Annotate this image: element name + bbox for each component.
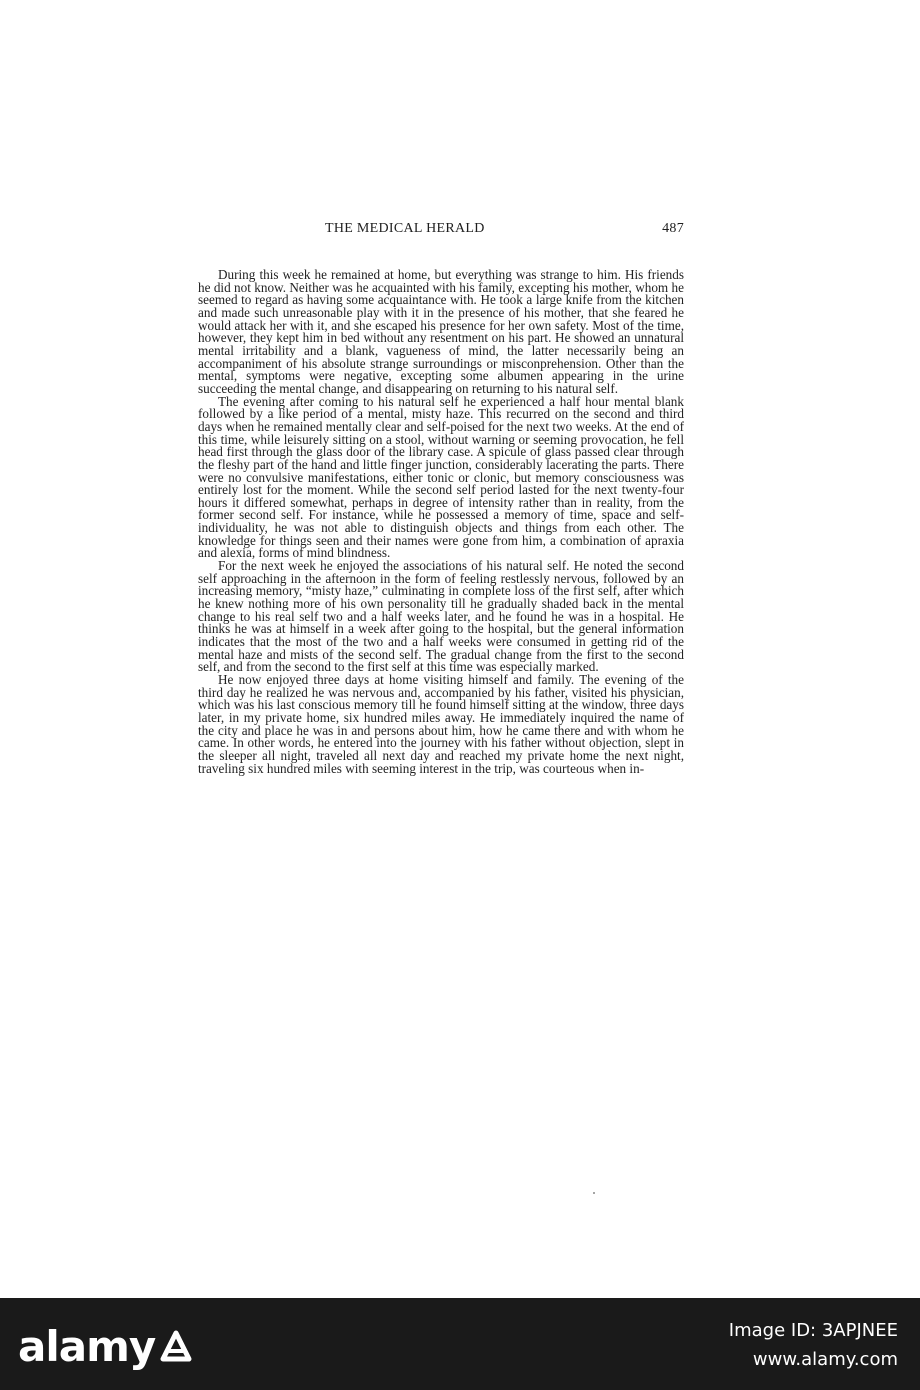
paragraph: The evening after coming to his natural self he experienced a half hour mental blank followed by a like period of a mental, misty haze. This recurred on the second and third days when he remained mentally clear and self-poised for the next two weeks. At the end of this time, while leisurely sitting on a stool, without warning or seeming provocation, he fell head first through the glass door of the library case. A spicule of glass passed clear through the fleshy part of the hand and little finger junction, considerably lacerating the parts. There were no convulsive manifestations, either tonic or clonic, but memory consciousness was entirely lost for the moment. While the second self period lasted for the next twenty-four hours it differed somewhat, perhaps in degree of intensity rather than in reality, from the former second self. For instance, while he possessed a memory of time, space and self-individuality, he was not able to distinguish objects and things from each other. The knowledge for things seen and their names were gone from him, a combination of apraxia and alexia, forms of mind blindness.: [198, 393, 684, 561]
journal-title: THE MEDICAL HERALD: [325, 221, 485, 236]
site-url: www.alamy.com: [752, 1349, 898, 1370]
image-meta: [729, 1320, 898, 1372]
logo-a-icon: [159, 1329, 193, 1363]
running-header: [198, 221, 684, 241]
paragraph: During this week he remained at home, but everything was strange to him. His friends he did not know. Neither was he acquainted with his family, excepting his mother, whom he seemed to regard as having some acquaintance with. He took a large knife from the kitchen and made such unreasonable play with it in the presence of his mother, that she feared he would attack her with it, and she escaped his presence for her own safety. Most of the time, however, they kept him in bed without any resentment on his part. He showed an unnatural mental irritability and a blank, vagueness of mind, the latter necessarily being an accompaniment of his absolute strange surroundings or misconprehension. Other than the mental, symptoms were negative, excepting some albumen appearing in the urine succeeding the mental change, and disappearing on returning to his natural self.: [198, 267, 684, 396]
article-body: [198, 269, 684, 775]
paragraph: He now enjoyed three days at home visiting himself and family. The evening of the third day he realized he was nervous and, accompanied by his father, visited his physician, which was his last conscious memory till he found himself sitting at the window, three days later, in my private home, six hundred miles away. He immediately inquired the name of the city and place he was in and persons about him, how he came there and with whom he came. In other words, he entered into the journey with his father without objection, slept in the sleeper all night, traveled all next day and reached my private home the next night, traveling six hundred miles with seeming interest in the trip, was courteous when in-: [198, 672, 684, 776]
logo-wordmark: alamy: [18, 1321, 156, 1371]
watermark-footer-bar: [0, 1298, 920, 1390]
paragraph: For the next week he enjoyed the associations of his natural self. He noted the second self approaching in the afternoon in the form of feeling restlessly nervous, followed by an increasing memory, “misty haze,” culminating in complete loss of the first self, after which he knew nothing more of his own personality till he gradually shaded back in the mental change to his real self two and a half weeks later, and he found he was in a hospital. He thinks he was at himself in a week after going to the hospital, but the general information indicates that the most of the two and a half weeks were consumed in getting rid of the mental haze and mists of the second self. The gradual change from the first to the second self, and from the second to the first self at this time was especially marked.: [198, 558, 684, 675]
page-number: 487: [662, 221, 684, 236]
image-id-label: Image ID: 3APJNEE: [728, 1320, 898, 1341]
scan-speck: [593, 1192, 595, 1194]
alamy-logo: [18, 1318, 193, 1374]
